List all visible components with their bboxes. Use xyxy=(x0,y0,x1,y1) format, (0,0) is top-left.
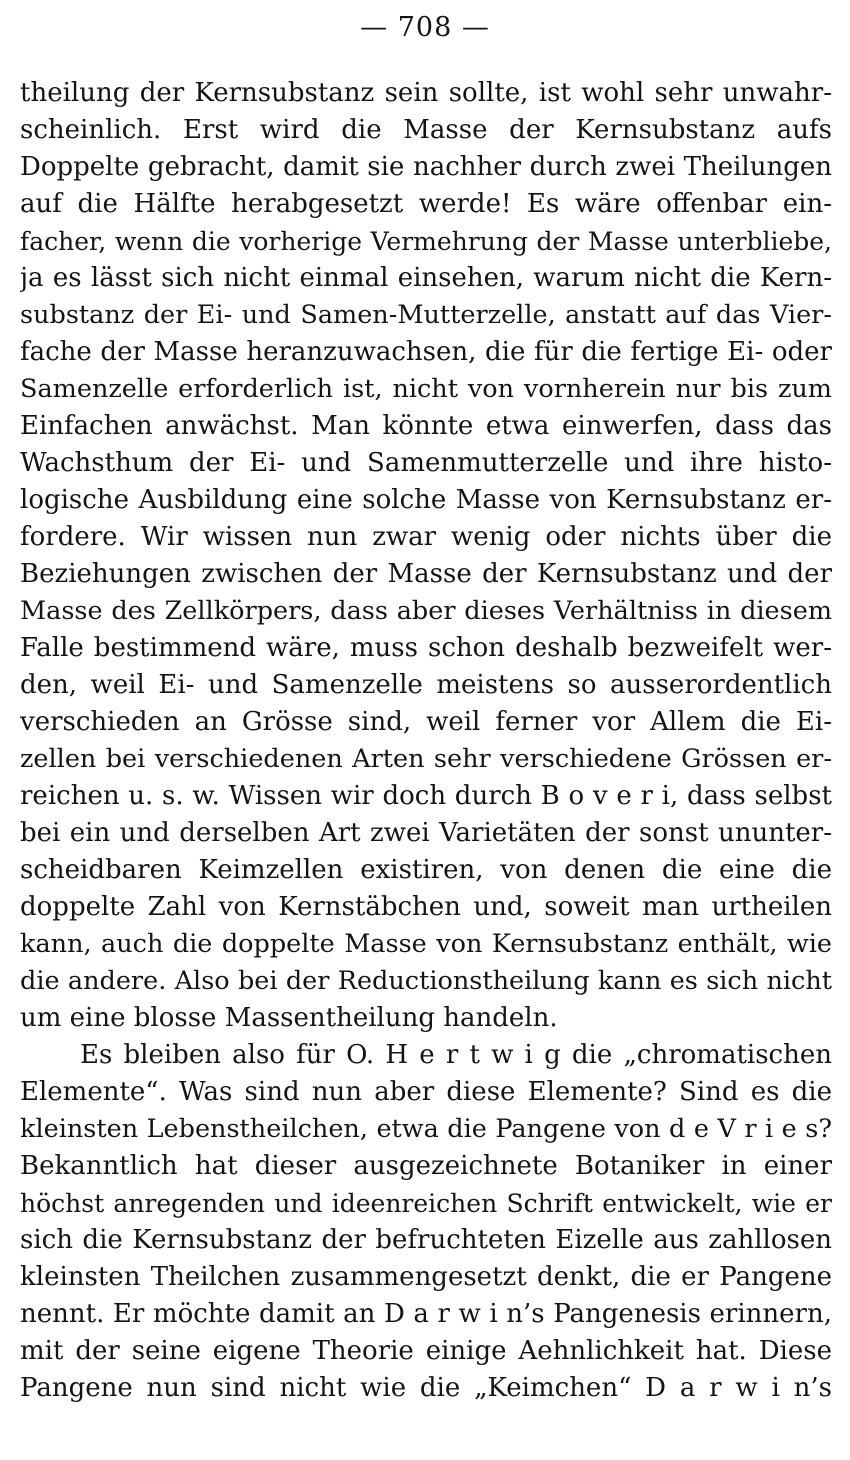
text-line: doppelte Zahl von Kernstäbchen und, soweit man urtheilen xyxy=(20,892,832,922)
text-line: Wachsthum der Ei- und Samenmutterzelle und ihre histo- xyxy=(20,448,832,478)
text-line: den, weil Ei- und Samenzelle meistens so ausserordentlich xyxy=(20,670,832,700)
text-line: scheinlich. Erst wird die Masse der Kernsubstanz aufs xyxy=(20,115,832,145)
text-line: höchst anregenden und ideenreichen Schrift entwickelt, wie er xyxy=(20,1189,832,1218)
text-line: reichen u. s. w. Wissen wir doch durch B o v e r i, dass selbst xyxy=(20,781,832,811)
text-line: theilung der Kernsubstanz sein sollte, ist wohl sehr unwahr- xyxy=(20,78,832,108)
text-line: fache der Masse heranzuwachsen, die für die fertige Ei- oder xyxy=(20,337,832,367)
text-line: um eine blosse Massentheilung handeln. xyxy=(20,1003,558,1033)
text-line: auf die Hälfte herabgesetzt werde! Es wäre offenbar ein- xyxy=(20,189,832,219)
text-line: Pangene nun sind nicht wie die „Keimchen“ D a r w i n’s xyxy=(20,1373,832,1403)
text-line: Einfachen anwächst. Man könnte etwa einwerfen, dass das xyxy=(20,411,832,441)
page-number: — 708 — xyxy=(360,12,490,43)
text-line: kleinsten Theilchen zusammengesetzt denkt, die er Pangene xyxy=(20,1262,832,1292)
text-line: Samenzelle erforderlich ist, nicht von vornherein nur bis zum xyxy=(20,374,832,404)
text-line: Masse des Zellkörpers, dass aber dieses Verhältniss in diesem xyxy=(20,596,832,626)
text-line: facher, wenn die vorherige Vermehrung der Masse unterbliebe, xyxy=(20,227,832,256)
text-line: Doppelte gebracht, damit sie nachher durch zwei Theilungen xyxy=(20,152,832,182)
text-line: zellen bei verschiedenen Arten sehr verschiedene Grössen er- xyxy=(20,744,832,774)
text-line: fordere. Wir wissen nun zwar wenig oder nichts über die xyxy=(20,522,832,552)
text-line: scheidbaren Keimzellen existiren, von denen die eine die xyxy=(20,855,832,885)
text-line: Es bleiben also für O. H e r t w i g die „chromatischen xyxy=(80,1040,832,1070)
text-line: sich die Kernsubstanz der befruchteten Eizelle aus zahllosen xyxy=(20,1225,832,1255)
text-line: logische Ausbildung eine solche Masse von Kernsubstanz er- xyxy=(20,485,832,515)
text-line: kann, auch die doppelte Masse von Kernsubstanz enthält, wie xyxy=(20,929,832,959)
body-text xyxy=(20,75,832,1407)
text-line: Falle bestimmend wäre, muss schon deshalb bezweifelt wer- xyxy=(20,633,832,663)
text-line: ja es lässt sich nicht einmal einsehen, warum nicht die Kern- xyxy=(20,263,832,293)
text-line: substanz der Ei- und Samen-Mutterzelle, anstatt auf das Vier- xyxy=(20,300,832,330)
text-line: die andere. Also bei der Reductionstheilung kann es sich nicht xyxy=(20,966,832,996)
text-line: mit der seine eigene Theorie einige Aehnlichkeit hat. Diese xyxy=(20,1336,832,1366)
text-line: nennt. Er möchte damit an D a r w i n’s Pangenesis erinnern, xyxy=(20,1299,832,1329)
text-line: bei ein und derselben Art zwei Varietäten der sonst ununter- xyxy=(20,818,832,848)
text-line: verschieden an Grösse sind, weil ferner vor Allem die Ei- xyxy=(20,707,832,737)
text-line: Beziehungen zwischen der Masse der Kernsubstanz und der xyxy=(20,559,832,589)
text-line: kleinsten Lebenstheilchen, etwa die Pangene von d e V r i e s? xyxy=(20,1114,832,1144)
text-line: Elemente“. Was sind nun aber diese Elemente? Sind es die xyxy=(20,1077,832,1107)
text-line: Bekanntlich hat dieser ausgezeichnete Botaniker in einer xyxy=(20,1151,832,1181)
